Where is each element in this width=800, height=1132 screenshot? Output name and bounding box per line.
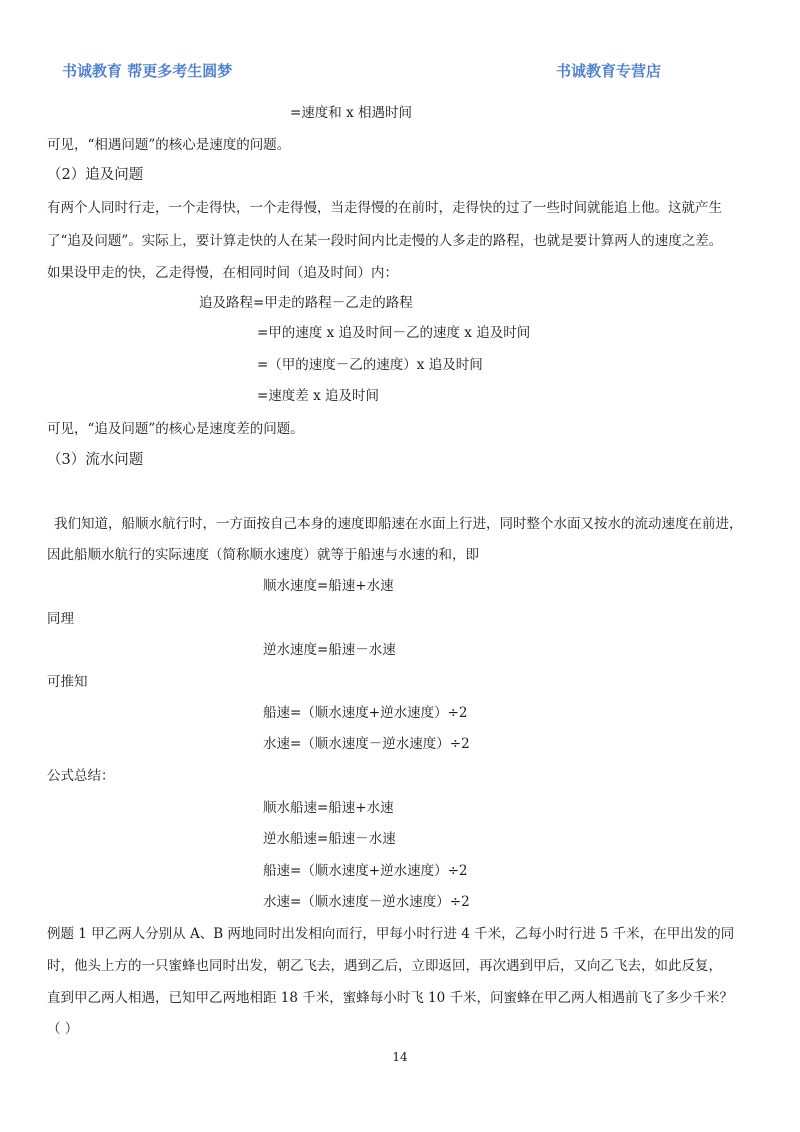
formula-line: 逆水船速=船速－水速: [263, 831, 396, 847]
text-line: 可见，“追及问题”的核心是速度差的问题。: [47, 421, 304, 437]
formula-line: 逆水速度=船速－水速: [263, 642, 396, 658]
example-line: 直到甲乙两人相遇，已知甲乙两地相距 18 千米，蜜蜂每小时飞 10 千米，问蜜蜂在甲乙两人相遇前飞了多少千米？: [47, 990, 734, 1006]
formula-line: =（甲的速度－乙的速度）x 追及时间: [257, 357, 483, 373]
answer-blank: （ ）: [47, 1021, 79, 1037]
formula-line: =甲的速度 x 追及时间－乙的速度 x 追及时间: [257, 325, 531, 341]
section-heading: （2）追及问题: [47, 167, 144, 183]
formula-line: 水速=（顺水速度－逆水速度）÷2: [263, 894, 470, 910]
formula-line: 顺水船速=船速+水速: [263, 800, 394, 816]
text-line: 可见，“相遇问题”的核心是速度的问题。: [47, 137, 291, 153]
page-number: 14: [392, 1050, 408, 1064]
formula-line: =速度和 x 相遇时间: [290, 105, 413, 121]
text-line: 有两个人同时行走，一个走得快，一个走得慢，当走得慢的在前时，走得快的过了一些时间就能追上他。这就产生: [47, 200, 722, 216]
example-line: 例题 1 甲乙两人分别从 A、B 两地同时出发相向而行，甲每小时行进 4 千米，乙每小时行进 5 千米，在甲出发的同: [47, 926, 735, 942]
text-line: 因此船顺水航行的实际速度（简称顺水速度）就等于船速与水速的和，即: [47, 547, 479, 563]
formula-line: 船速=（顺水速度+逆水速度）÷2: [263, 705, 468, 721]
text-line: 可推知: [47, 674, 88, 690]
formula-line: 水速=（顺水速度－逆水速度）÷2: [263, 736, 470, 752]
section-heading: （3）流水问题: [47, 452, 144, 468]
formula-line: 船速=（顺水速度+逆水速度）÷2: [263, 863, 468, 879]
text-line: 同理: [47, 611, 74, 627]
text-line: 如果设甲走的快，乙走得慢，在相同时间（追及时间）内：: [47, 265, 398, 281]
header-left: 书诚教育 帮更多考生圆梦: [62, 62, 233, 80]
formula-line: 顺水速度=船速+水速: [263, 578, 394, 594]
formula-line: 追及路程=甲走的路程－乙走的路程: [199, 295, 413, 311]
text-line: 我们知道，船顺水航行时，一方面按自己本身的速度即船速在水面上行进，同时整个水面又按水的流动速度在前进，: [54, 516, 743, 532]
text-line: 公式总结：: [47, 768, 115, 784]
text-line: 了“追及问题”。实际上，要计算走快的人在某一段时间内比走慢的人多走的路程，也就是要计算两人的速度之差。: [47, 233, 723, 249]
example-line: 时，他头上方的一只蜜蜂也同时出发，朝乙飞去，遇到乙后，立即返回，再次遇到甲后，又向乙飞去，如此反复，: [47, 958, 722, 974]
header-right: 书诚教育专营店: [556, 62, 662, 80]
formula-line: =速度差 x 追及时间: [257, 388, 380, 404]
